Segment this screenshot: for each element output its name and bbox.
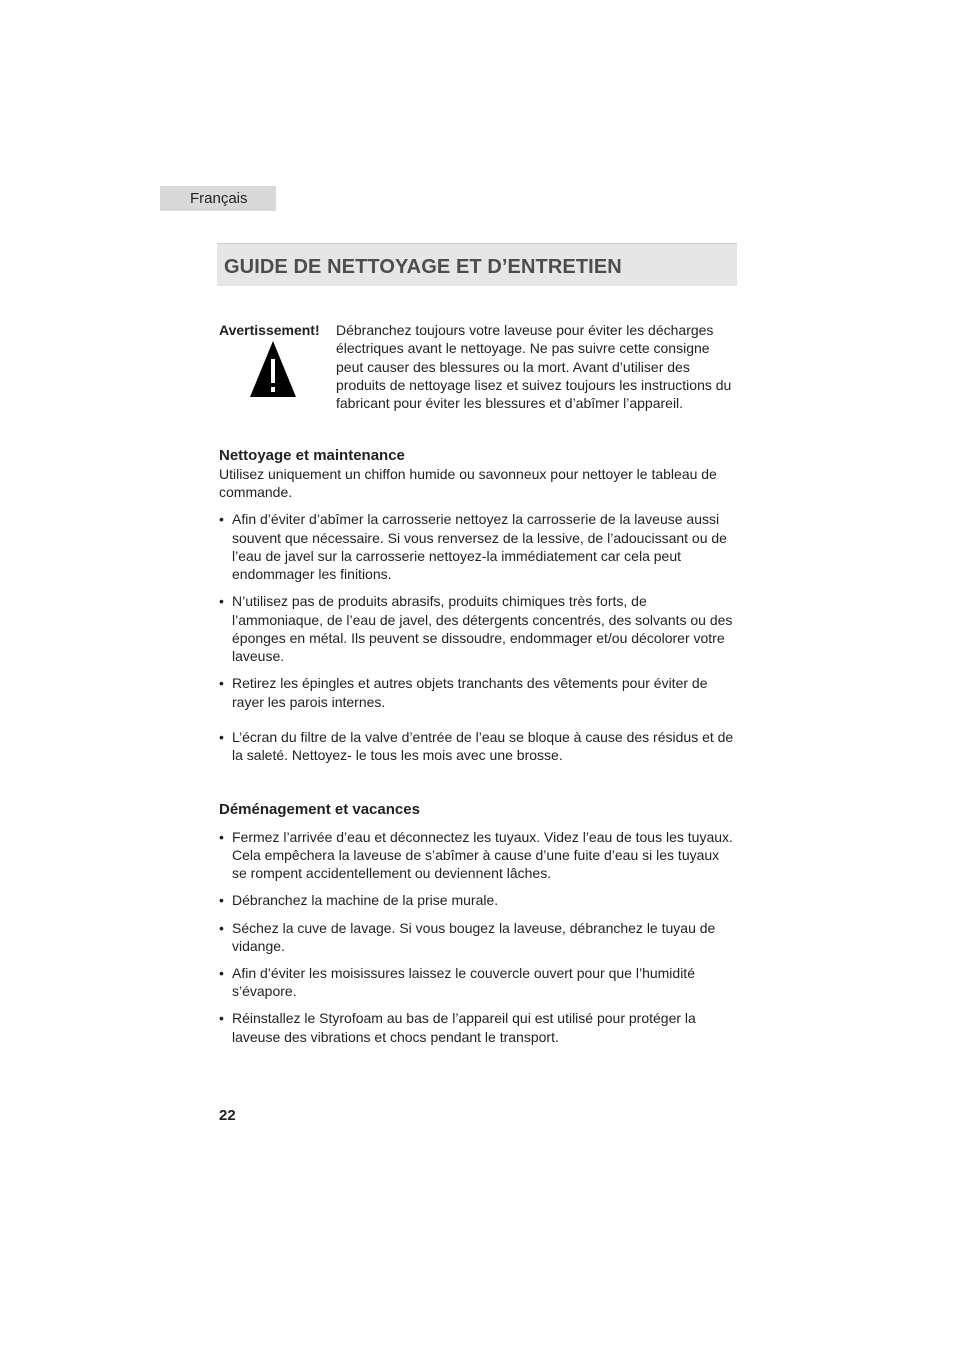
list-item: • Séchez la cuve de lavage. Si vous bougez la laveuse, débranchez le tuyau de vidange.	[219, 919, 734, 956]
cleaning-heading: Nettoyage et maintenance	[219, 447, 405, 464]
list-item: • L’écran du filtre de la valve d’entrée de l’eau se bloque à cause des résidus et de la saleté. Nettoyez- le tous les mois avec une brosse.	[219, 728, 734, 765]
list-item: • Réinstallez le Styrofoam au bas de l’appareil qui est utilisé pour protéger la laveuse des vibrations et chocs pendant le transport.	[219, 1009, 734, 1046]
moving-section	[219, 801, 734, 1046]
list-item: • N’utilisez pas de produits abrasifs, produits chimiques très forts, de l’ammoniaque, de l’eau de javel, des détergents concentrés, des solvants ou des éponges en métal. Ils peuvent se dissoudre, endommager et/ou décolorer votre laveuse.	[219, 592, 734, 665]
moving-list	[219, 828, 734, 1046]
warning-label: Avertissement!	[219, 322, 320, 338]
list-item: • Fermez l’arrivée d’eau et déconnectez les tuyaux. Videz l’eau de tous les tuyaux. Cela empêchera la laveuse de s’abîmer à cause d’une fuite d’eau si les tuyaux se rompent accidentellement ou deviennent lâches.	[219, 828, 734, 883]
list-item: • Afin d’éviter d’abîmer la carrosserie nettoyez la carrosserie de la laveuse aussi souvent que nécessaire. Si vous renversez de la lessive, de l’adoucissant ou de l’eau de javel sur la carrosserie nettoyez-la immédiatement car cela peut endommager les finitions.	[219, 510, 734, 583]
cleaning-intro: Utilisez uniquement un chiffon humide ou savonneux pour nettoyer le tableau de commande.	[219, 466, 717, 501]
list-item: • Afin d’éviter les moisissures laissez le couvercle ouvert pour que l’humidité s’évapore.	[219, 964, 734, 1001]
list-item: • Retirez les épingles et autres objets tranchants des vêtements pour éviter de rayer les parois internes.	[219, 674, 734, 711]
warning-text: Débranchez toujours votre laveuse pour éviter les décharges électriques avant le nettoyage. Ne pas suivre cette consigne peut causer des blessures ou la mort. Avant d’utiliser des produits de nettoyage lisez et suivez toujours les instructions du fabricant pour éviter les blessures et d’abîmer l’appareil.	[336, 322, 732, 412]
list-item: • Débranchez la machine de la prise murale.	[219, 891, 734, 909]
cleaning-list	[219, 510, 734, 764]
cleaning-section	[219, 447, 734, 765]
page-title: GUIDE DE NETTOYAGE ET D’ENTRETIEN	[224, 256, 622, 278]
moving-heading: Déménagement et vacances	[219, 801, 420, 818]
warning-triangle-icon	[250, 341, 296, 397]
title-bar	[217, 243, 737, 286]
page-number: 22	[219, 1107, 236, 1124]
language-tab: Français	[160, 186, 276, 211]
